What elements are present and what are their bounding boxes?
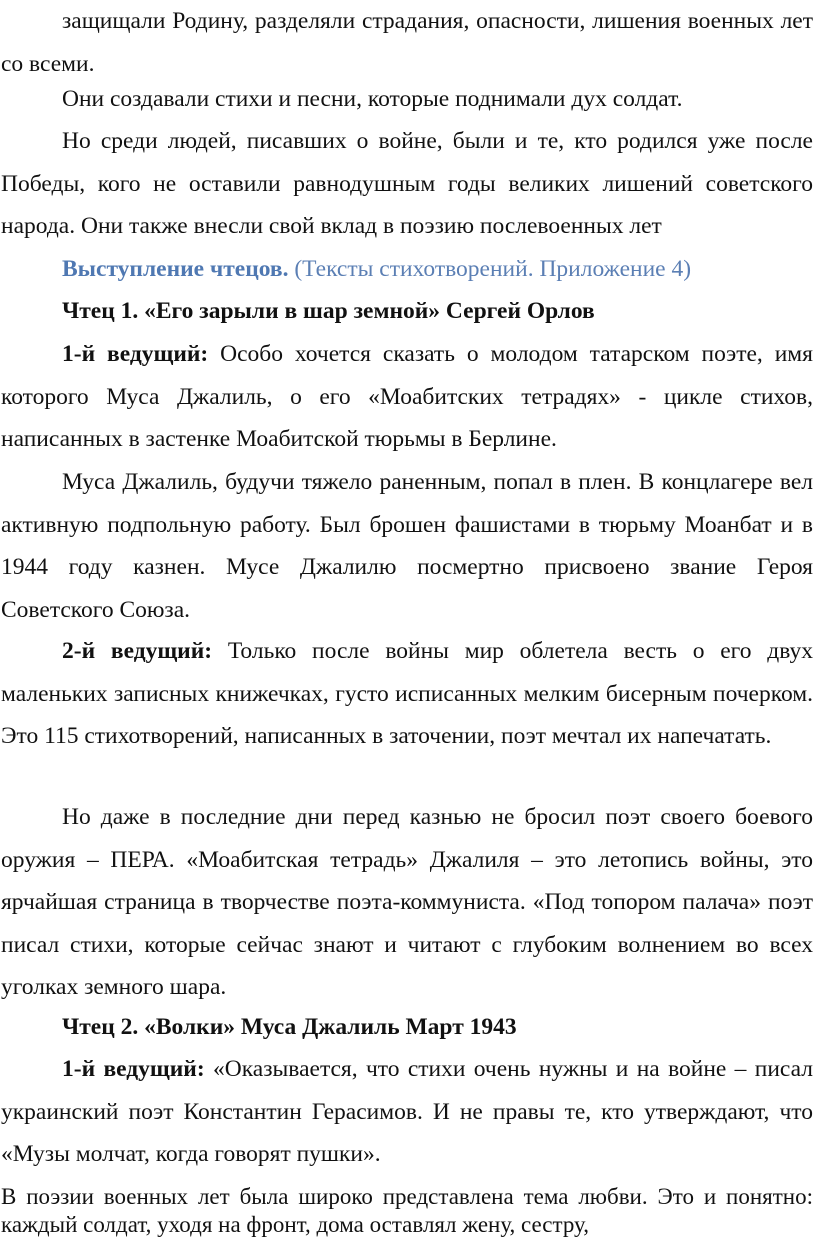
- paragraph-1: [1, 0, 813, 85]
- host-1-label: 1-й ведущий:: [62, 341, 209, 367]
- paragraph-host-1b: [1, 1048, 813, 1176]
- readers-performance-text: (Тексты стихотворений. Приложение 4): [288, 256, 692, 282]
- reader-2-heading: Чтец 2. «Волки» Муса Джалиль Март 1943: [62, 1014, 517, 1040]
- paragraph-love-theme: В поэзии военных лет была широко представлена тема любви. Это и понятно: каждый солдат, уходя на фронт, дома оставлял жену, сестру,: [1, 1184, 813, 1237]
- host-1b-text: «Оказывается, что стихи очень нужны и на войне – писал украинский поэт Константин Герасимов. И не правы те, кто утверждают, что «Музы молчат, когда говорят пушки».: [1, 1056, 814, 1167]
- host-1-text: Особо хочется сказать о молодом татарском поэте, имя которого Муса Джалиль, о его «Моабитских тетрадях» - цикле стихов, написанных в застенке Моабитской тюрьмы в Берлине.: [1, 341, 813, 452]
- reader-1-heading: Чтец 1. «Его зарыли в шар земной» Сергей Орлов: [62, 298, 595, 324]
- host-1b-label: 1-й ведущий:: [62, 1056, 205, 1082]
- paragraph-host-1a: [1, 333, 813, 461]
- paragraph-3: Но среди людей, писавших о войне, были и те, кто родился уже после Победы, кого не оставили равнодушным годы великих лишений советского народа. Они также внесли свой вклад в поэзию послевоенных лет: [1, 128, 813, 239]
- paragraph-2: Они создавали стихи и песни, которые поднимали дух солдат.: [62, 86, 683, 112]
- readers-performance-note: [1, 248, 813, 291]
- paragraph-host-2: [1, 630, 813, 758]
- readers-performance-label: Выступление чтецов.: [62, 256, 289, 282]
- paragraph-jalil-bio: Муса Джалиль, будучи тяжело раненным, попал в плен. В концлагере вел активную подпольную работу. Был брошен фашистами в тюрьму Моанбат и в 1944 году казнен. Мусе Джалилю посмертно присвоено звание Героя Советского Союза.: [1, 469, 813, 623]
- host-2-label: 2-й ведущий:: [62, 638, 213, 664]
- paragraph-1-text: защищали Родину, разделяли страдания, опасности, лишения военных лет со всеми.: [1, 8, 813, 77]
- host-2-text: Только после войны мир облетела весть о его двух маленьких записных книжечках, густо исписанных мелким бисерным почерком. Это 115 стихотворений, написанных в заточении, поэт мечтал их напечатать.: [1, 638, 813, 749]
- paragraph-moabit-notebook: Но даже в последние дни перед казнью не бросил поэт своего боевого оружия – ПЕРА. «Моабитская тетрадь» Джалиля – это летопись войны, это ярчайшая страница в творчестве поэта-коммуниста. «Под топором палача» поэт писал стихи, которые сейчас знают и читают с глубоким волнением во всех уголках земного шара.: [1, 804, 813, 1000]
